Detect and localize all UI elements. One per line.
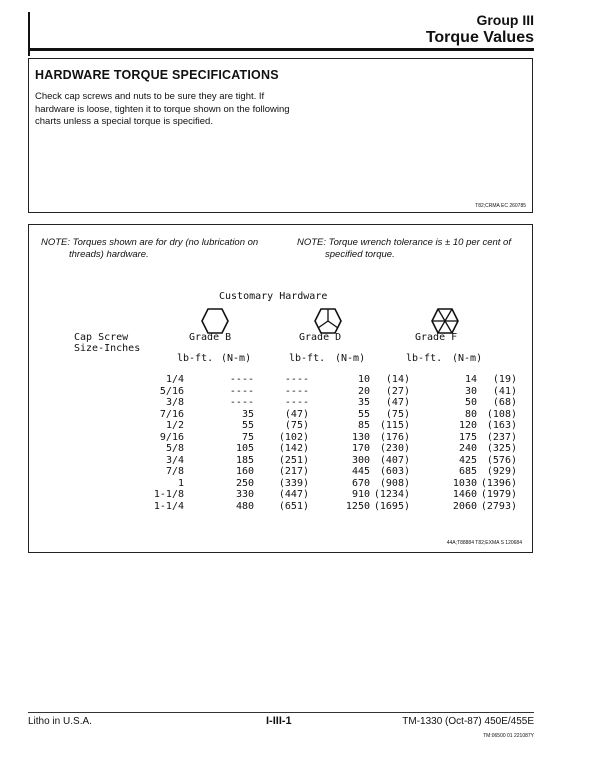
- cell-b-lb: 185: [235, 454, 254, 466]
- cell-size: 3/4: [165, 454, 184, 466]
- spec-paragraph: Check cap screws and nuts to be sure they are tight. If hardware is loose, tighten it to torque shown on the following charts unless a special torque is specified.: [35, 91, 290, 127]
- cell-size: 7/16: [159, 408, 184, 420]
- cell-size: 7/8: [165, 466, 184, 477]
- cell-f-lb: 14: [464, 374, 477, 385]
- cell-f-lb: 1460: [452, 489, 477, 500]
- cell-d-lb: 10: [357, 374, 370, 385]
- footer-manual-id: TM-1330 (Oct-87) 450E/455E: [402, 716, 534, 727]
- table-row: [74, 420, 517, 432]
- cell-d-lb: 55: [357, 408, 370, 420]
- chart-reference-code: 44A;T88884 T82;EXMA S 120684: [446, 540, 522, 546]
- table-row: [74, 478, 517, 490]
- cell-size: 1-1/4: [153, 500, 184, 512]
- grade-f-header: Grade F: [415, 332, 458, 343]
- unit-nm-header: (N-m): [335, 353, 366, 364]
- cell-d-lb: 170: [351, 443, 370, 454]
- cell-d-lb: 670: [351, 477, 370, 489]
- cell-b-nm: (651): [278, 500, 309, 512]
- cell-size: 3/8: [165, 397, 184, 408]
- cell-b-nm: (447): [278, 489, 309, 500]
- cell-b-nm: ----: [284, 374, 309, 385]
- unit-lbft-header: lb-ft.: [289, 353, 326, 364]
- cell-b-nm: (339): [278, 477, 309, 489]
- cell-d-nm: (407): [379, 454, 410, 466]
- footer-rule: [28, 712, 534, 713]
- spec-box: [28, 58, 533, 213]
- cell-f-nm: (325): [486, 443, 517, 454]
- cell-d-lb: 130: [351, 431, 370, 443]
- cell-size: 5/8: [165, 443, 184, 454]
- cell-b-lb: 55: [241, 420, 254, 431]
- table-row: [74, 374, 517, 386]
- cell-d-nm: (27): [385, 385, 410, 397]
- grade-d-hex-icon: [314, 308, 342, 334]
- cell-d-nm: (603): [379, 466, 410, 477]
- cap-screw-header: Cap Screw: [74, 332, 129, 343]
- cell-f-lb: 2060: [452, 500, 477, 512]
- cell-b-lb: 35: [241, 408, 254, 420]
- cell-b-nm: (251): [278, 454, 309, 466]
- cell-d-nm: (75): [385, 408, 410, 420]
- unit-nm-header: (N-m): [452, 353, 483, 364]
- cell-f-lb: 50: [464, 397, 477, 408]
- grade-b-header: Grade B: [189, 332, 232, 343]
- cell-d-nm: (1695): [373, 500, 410, 512]
- cell-f-lb: 80: [464, 408, 477, 420]
- cell-b-nm: (217): [278, 466, 309, 477]
- cell-size: 1/4: [165, 374, 184, 385]
- cell-d-lb: 20: [357, 385, 370, 397]
- unit-nm-header: (N-m): [221, 353, 252, 364]
- cell-b-lb: 250: [235, 477, 254, 489]
- cell-b-lb: 330: [235, 489, 254, 500]
- cell-b-nm: (102): [278, 431, 309, 443]
- page-title: Torque Values: [425, 29, 534, 46]
- table-row: [74, 397, 517, 409]
- cell-f-nm: (237): [486, 431, 517, 443]
- cell-f-lb: 1030: [452, 477, 477, 489]
- cell-b-nm: ----: [284, 397, 309, 408]
- cell-d-nm: (14): [385, 374, 410, 385]
- spec-reference-code: T82;CRMA EC 260785: [475, 203, 526, 209]
- unit-lbft-header: lb-ft.: [406, 353, 443, 364]
- table-row: [74, 409, 517, 421]
- cell-f-nm: (68): [492, 397, 517, 408]
- cell-f-lb: 120: [458, 420, 477, 431]
- table-row: [74, 455, 517, 467]
- grade-f-hex-icon: [431, 308, 459, 334]
- cell-size: 1-1/8: [153, 489, 184, 500]
- table-row: [74, 443, 517, 455]
- torque-table: [74, 374, 517, 512]
- group-label: Group III: [476, 12, 534, 28]
- note-text: threads) hardware.: [69, 249, 149, 260]
- note-text: Torque wrench tolerance is ± 10 per cent of: [328, 237, 511, 248]
- cell-b-nm: (75): [284, 420, 309, 431]
- cell-d-lb: 35: [357, 397, 370, 408]
- spec-heading: HARDWARE TORQUE SPECIFICATIONS: [35, 68, 279, 82]
- note-label: NOTE:: [41, 237, 71, 248]
- cell-f-nm: (1396): [480, 477, 517, 489]
- table-row: [74, 489, 517, 501]
- cell-f-lb: 30: [464, 385, 477, 397]
- footer-litho: Litho in U.S.A.: [28, 716, 92, 727]
- note-label: NOTE:: [297, 237, 327, 248]
- page-number: I-III-1: [266, 715, 292, 727]
- table-row: [74, 501, 517, 513]
- cell-d-lb: 1250: [345, 500, 370, 512]
- header-rule: [28, 48, 534, 51]
- cell-size: 9/16: [159, 431, 184, 443]
- cell-d-nm: (115): [379, 420, 410, 431]
- cell-b-lb: ----: [229, 374, 254, 385]
- note-text: specified torque.: [325, 249, 395, 260]
- grade-b-hex-icon: [201, 308, 229, 334]
- cell-f-nm: (1979): [480, 489, 517, 500]
- table-row: [74, 432, 517, 444]
- note-text: Torques shown are for dry (no lubrication on: [72, 237, 259, 248]
- cell-size: 1: [177, 477, 184, 489]
- grade-d-header: Grade D: [299, 332, 342, 343]
- cell-b-lb: 160: [235, 466, 254, 477]
- cell-f-lb: 685: [458, 466, 477, 477]
- torque-chart-box: [28, 224, 533, 553]
- cell-f-nm: (2793): [480, 500, 517, 512]
- cell-d-nm: (230): [379, 443, 410, 454]
- cell-f-nm: (41): [492, 385, 517, 397]
- cell-b-nm: (47): [284, 408, 309, 420]
- cell-d-lb: 910: [351, 489, 370, 500]
- cell-d-lb: 445: [351, 466, 370, 477]
- table-row: [74, 386, 517, 398]
- cell-size: 1/2: [165, 420, 184, 431]
- cell-f-nm: (19): [492, 374, 517, 385]
- cell-b-nm: (142): [278, 443, 309, 454]
- size-inches-header: Size-Inches: [74, 343, 141, 354]
- cell-b-lb: 105: [235, 443, 254, 454]
- cell-f-nm: (108): [486, 408, 517, 420]
- cell-b-nm: ----: [284, 385, 309, 397]
- cell-d-nm: (47): [385, 397, 410, 408]
- cell-b-lb: 480: [235, 500, 254, 512]
- table-row: [74, 466, 517, 478]
- cell-d-lb: 300: [351, 454, 370, 466]
- cell-f-lb: 175: [458, 431, 477, 443]
- note-tolerance: [297, 237, 527, 261]
- cell-f-nm: (576): [486, 454, 517, 466]
- cell-d-nm: (908): [379, 477, 410, 489]
- footer-reference-code: TM:06500 01 221087Y: [483, 733, 534, 739]
- cell-f-nm: (929): [486, 466, 517, 477]
- cell-size: 5/16: [159, 385, 184, 397]
- cell-d-nm: (1234): [373, 489, 410, 500]
- cell-f-lb: 240: [458, 443, 477, 454]
- cell-b-lb: ----: [229, 397, 254, 408]
- cell-f-nm: (163): [486, 420, 517, 431]
- unit-lbft-header: lb-ft.: [177, 353, 214, 364]
- note-dry-hardware: [41, 237, 281, 261]
- table-caption: Customary Hardware: [219, 291, 328, 302]
- cell-b-lb: ----: [229, 385, 254, 397]
- cell-b-lb: 75: [241, 431, 254, 443]
- cell-d-lb: 85: [357, 420, 370, 431]
- cell-d-nm: (176): [379, 431, 410, 443]
- cell-f-lb: 425: [458, 454, 477, 466]
